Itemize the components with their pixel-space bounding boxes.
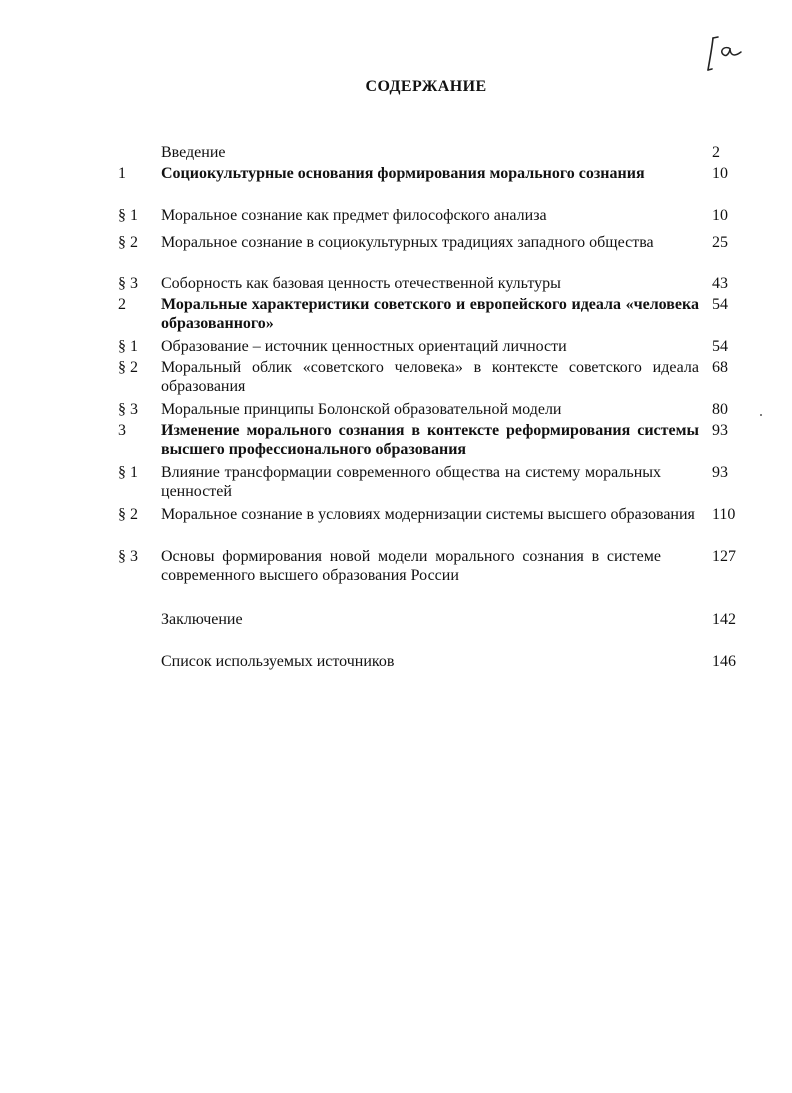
toc-entry-page: 54 (712, 338, 728, 355)
toc-entry-number: § 2 (118, 359, 138, 376)
toc-entry-title: Социокультурные основания формирования морального сознания (161, 165, 645, 182)
toc-entry-title: Моральные принципы Болонской образовательной модели (161, 401, 562, 418)
toc-entry-page: 54 (712, 296, 728, 313)
toc-entry-page: 25 (712, 234, 728, 251)
toc-entry-number: § 2 (118, 506, 138, 523)
toc-entry-title: Моральное сознание как предмет философского анализа (161, 207, 547, 224)
toc-entry-page: 110 (712, 506, 736, 523)
toc-entry-page: 2 (712, 144, 720, 161)
toc-entry-page: 127 (712, 548, 736, 565)
toc-entry-number: § 1 (118, 338, 138, 355)
toc-entry-title: Заключение (161, 611, 243, 628)
toc-entry-page: 93 (712, 422, 728, 439)
toc-entry-title: Введение (161, 144, 226, 161)
toc-entry-page: 10 (712, 165, 728, 182)
toc-entry-number: § 1 (118, 464, 138, 481)
toc-entry-page: 43 (712, 275, 728, 292)
toc-entry-page: 10 (712, 207, 728, 224)
toc-entry-title: Список используемых источников (161, 653, 395, 670)
toc-entry-number: 2 (118, 296, 126, 313)
toc-entry-title: Моральное сознание в условиях модернизации системы высшего образования (161, 506, 695, 523)
toc-entry-title: Изменение морального сознания в контексте реформирования системы высшего профессионального образования (161, 422, 699, 458)
toc-entry-number: § 3 (118, 275, 138, 292)
toc-entry-page: 93 (712, 464, 728, 481)
toc-entry-title: Соборность как базовая ценность отечественной культуры (161, 275, 561, 292)
toc-entry-number: 1 (118, 165, 126, 182)
toc-entry-title: Моральное сознание в социокультурных традициях западного общества (161, 234, 654, 251)
toc-entry-title: Влияние трансформации современного общества на систему моральных ценностей (161, 464, 661, 500)
toc-entry-title: Моральный облик «советского человека» в контексте советского идеала образования (161, 359, 699, 395)
toc-entry-page: 80 (712, 401, 728, 418)
toc-entry-number: § 1 (118, 207, 138, 224)
toc-entry-number: § 3 (118, 401, 138, 418)
toc-entry-page: 146 (712, 653, 736, 670)
page-title: СОДЕРЖАНИЕ (365, 78, 487, 95)
scan-speck (760, 414, 762, 416)
toc-entry-number: § 2 (118, 234, 138, 251)
toc-entry-page: 142 (712, 611, 736, 628)
toc-entry-number: § 3 (118, 548, 138, 565)
toc-entry-number: 3 (118, 422, 126, 439)
toc-entry-title: Моральные характеристики советского и европейского идеала «человека образованного» (161, 296, 699, 332)
toc-entry-title: Основы формирования новой модели морального сознания в системе современного высшего образования России (161, 548, 661, 584)
toc-entry-page: 68 (712, 359, 728, 376)
toc-entry-title: Образование – источник ценностных ориентаций личности (161, 338, 567, 355)
